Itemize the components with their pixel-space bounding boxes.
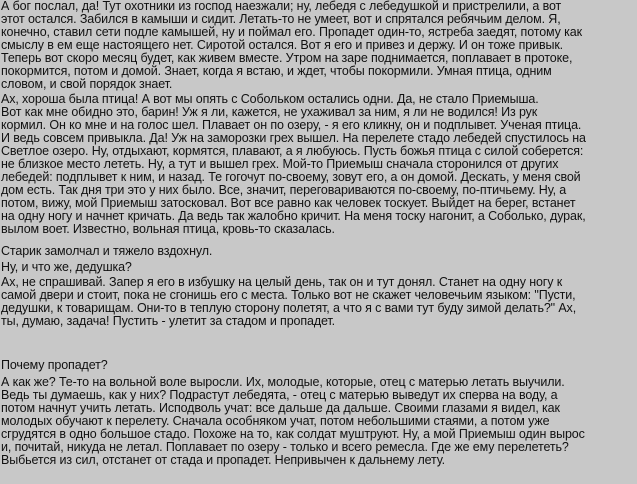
text-line: А бог послал, да! Тут охотники из господ наезжали; ну, лебедя с лебедушкой и пристрелили, а вот — [1, 0, 562, 13]
text-line: потом, вижу, мой Приемыш затосковал. Вот все равно как человек тоскует. Выйдет на берег, встанет — [1, 196, 576, 210]
text-line: Ну, и что же, дедушка? — [1, 260, 132, 274]
text-line: Почему пропадет? — [1, 358, 108, 372]
text-line: Теперь вот скоро месяц будет, как живем вместе. Утром на заре поднимается, поплавает в протоке, — [1, 51, 573, 65]
text-line: словом, и свой порядок знает. — [1, 77, 173, 91]
text-line: и, почитай, никуда не летал. Поплавает по озеру - только и всего ремесла. Где же ему перелететь? — [1, 440, 569, 454]
text-line: ты, думаю, задача! Пустить - улетит за стадом и пропадет. — [1, 314, 336, 328]
text-line: конечно, ставил сети подле камышей, ну и поймал его. Пропадет один-то, ястреба заедят, потому как — [1, 25, 582, 39]
text-line: Ах, не спрашивай. Запер я его в избушку на целый день, так он и тут донял. Станет на одну ногу к — [1, 275, 563, 289]
text-line: вылом воет. Известно, вольная птица, кровь-то сказалась. — [1, 222, 335, 236]
text-line: смыслу в ем еще настоящего нет. Сиротой остался. Вот я его и привез и держу. И он тоже привык. — [1, 38, 564, 52]
text-line: Ведь ты думаешь, как у них? Подрастут лебедята, - отец с матерью выведут их сперва на воду, а — [1, 388, 558, 402]
text-line: потом начнут учить летать. Исподволь учат: все дальше да дальше. Своими глазами я видел, как — [1, 401, 560, 415]
text-line: Выбьется из сил, отстанет от стада и пропадет. Непривычен к дальнему лету. — [1, 453, 446, 467]
text-line: не близкое место лететь. Ну, а тут и вышел грех. Мой-то Приемыш сначала сторонился от других — [1, 157, 559, 171]
text-line: сгрудятся в одно большое стадо. Похоже на то, как солдат муштруют. Ну, а мой Приемыш один вырос — [1, 427, 585, 441]
text-line: дедушки, к товарищам. Они-то в теплую сторону полетят, а что я с вами тут буду зимой делать?" Ах, — [1, 301, 577, 315]
text-line: этот остался. Забился в камыши и сидит. Летать-то не умеет, вот и спрятался ребячьим делом. Я, — [1, 12, 561, 26]
text-line: дом есть. Так дня три это у них было. Все, значит, переговариваются по-своему, по-птичьему. Ну, а — [1, 183, 567, 197]
text-line: кормил. Он ко мне и на голос шел. Плавает он по озеру, - я его кликну, он и подплывет. Ученая птица. — [1, 118, 582, 132]
text-line: И ведь совсем привыкла. Да! Уж на заморозки грех вышел. На перелете стадо лебедей спустилось на — [1, 131, 586, 145]
text-line: молодых обучают к перелету. Сначала особняком учат, потом небольшими стаями, а потом уже — [1, 414, 550, 428]
text-line: Светлое озеро. Ну, отдыхают, кормятся, плавают, а я любуюсь. Пусть божья птица с силой соберется: — [1, 144, 584, 158]
text-line: Вот как мне обидно это, барин! Уж я ли, кажется, не ухаживал за ним, я ли не водился! Из рук — [1, 105, 538, 119]
text-line: А как же? Те-то на вольной воле выросли. Их, молодые, которые, отец с матерью летать выучили. — [1, 375, 565, 389]
text-line: лебедей: подплывет к ним, и назад. Те гогочут по-своему, зовут его, а он домой. Дескать, у меня свой — [1, 170, 581, 184]
text-line: самой двери и стоит, пока не сгонишь его с места. Только вот не скажет человечьим языком: "Пусти, — [1, 288, 576, 302]
text-line: Старик замолчал и тяжело вздохнул. — [1, 244, 213, 258]
text-line: покормится, потом и домой. Знает, когда я встаю, и ждет, чтобы покормили. Умная птица, одним — [1, 64, 552, 78]
text-line: Ах, хороша была птица! А вот мы опять с Собольком остались одни. Да, не стало Приемыша. — [1, 92, 539, 106]
text-line: на одну ногу и начнет кричать. Да ведь так жалобно кричит. На меня тоску нагонит, а Соболько, дурак, — [1, 209, 586, 223]
